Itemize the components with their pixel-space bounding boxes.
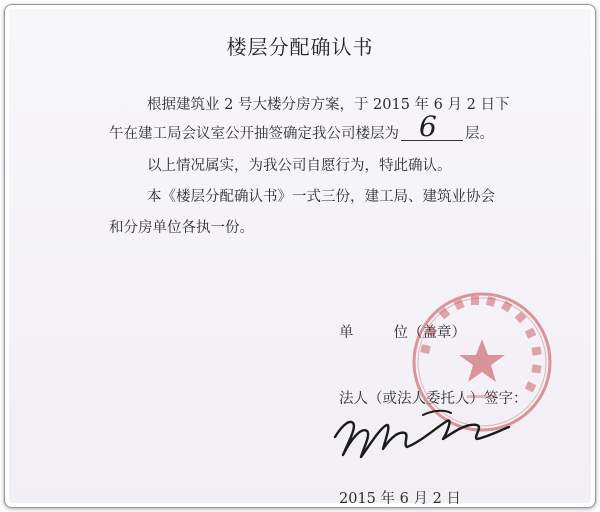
signing-date: 2015 年 6 月 2 日 — [339, 491, 461, 507]
unit-label-part-a: 单 — [339, 325, 354, 341]
handwritten-floor-number: 6 — [419, 110, 437, 143]
legal-representative-label: 法人（或法人委托人）签字： — [339, 391, 528, 407]
screenshot-frame — [4, 4, 596, 508]
document-page — [9, 9, 591, 507]
paragraph-3-line-2: 和分房单位各执一份。 — [109, 220, 254, 236]
seal-star — [459, 339, 505, 382]
unit-stamp-label — [339, 321, 466, 342]
unit-label-part-b: 位（盖章） — [393, 325, 466, 341]
paragraph-1-line-2 — [109, 110, 494, 143]
handwritten-signature — [327, 397, 517, 467]
paragraph-2: 以上情况属实，为我公司自愿行为，特此确认。 — [147, 158, 452, 174]
floor-sentence-suffix: 层。 — [465, 126, 494, 142]
document-title: 楼层分配确认书 — [226, 35, 374, 59]
paragraph-1-line-1: 根据建筑业 2 号大楼分房方案，于 2015 年 6 月 2 日下 — [147, 97, 510, 113]
floor-blank-field — [401, 110, 463, 143]
paragraph-3-line-1: 本《楼层分配确认书》一式三份，建工局、建筑业协会 — [147, 189, 495, 205]
floor-sentence-prefix: 午在建工局会议室公开抽签确定我公司楼层为 — [109, 126, 399, 142]
